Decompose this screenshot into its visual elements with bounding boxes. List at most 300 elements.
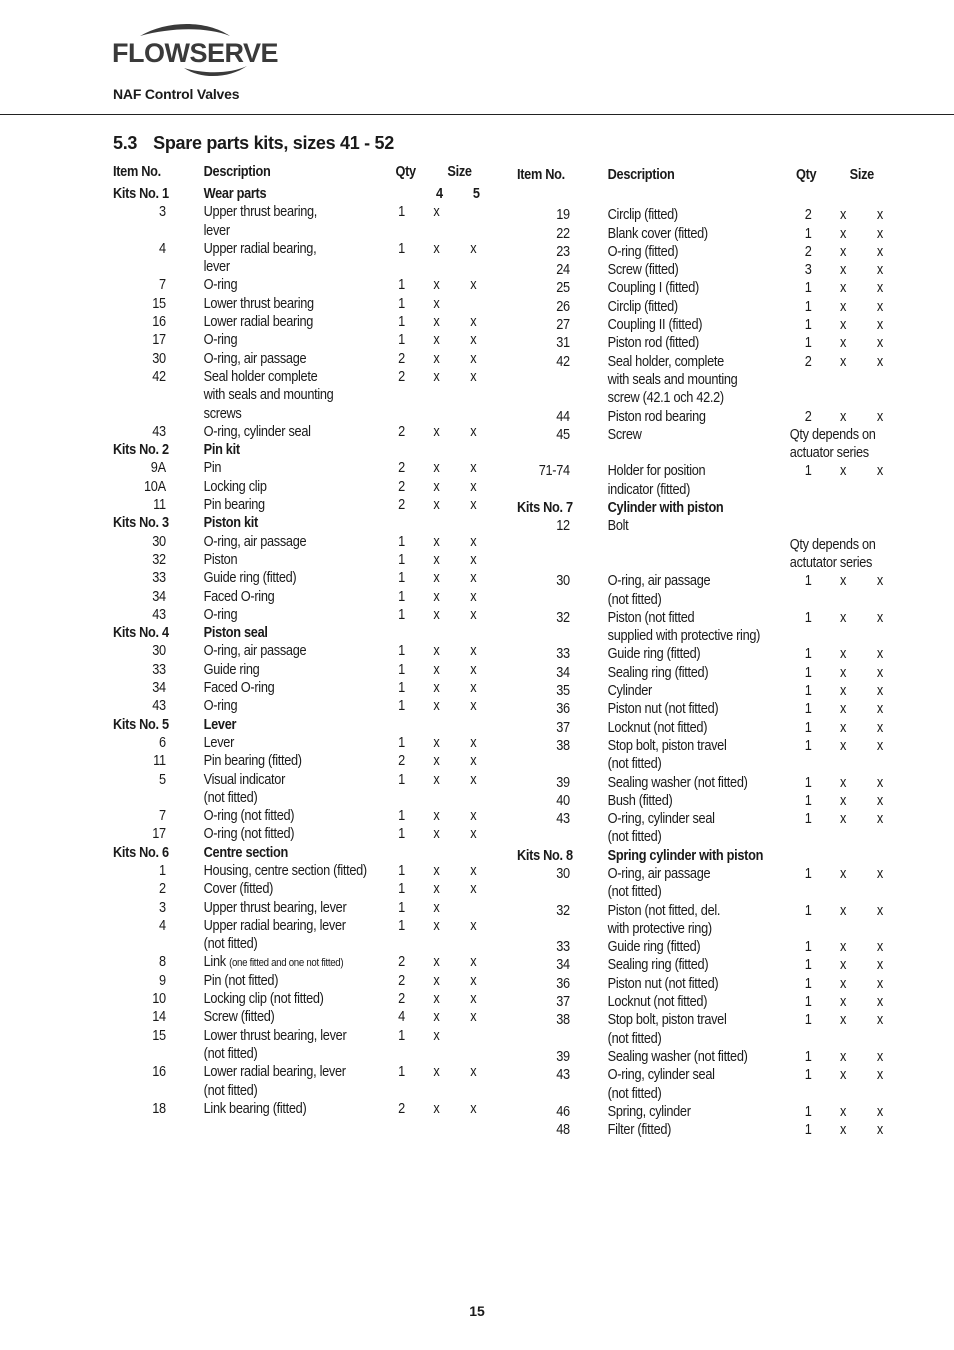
qty: 1 xyxy=(804,701,812,718)
size-5-mark: x xyxy=(470,753,477,770)
table-header xyxy=(113,164,483,186)
description xyxy=(204,241,317,257)
description-continued: supplied with protective ring) xyxy=(607,628,761,645)
description xyxy=(608,226,708,242)
item-number: 34 xyxy=(556,957,570,974)
table-row xyxy=(517,1104,887,1122)
description xyxy=(204,900,347,916)
size-5-mark: x xyxy=(470,423,477,440)
item-number: 32 xyxy=(152,551,166,568)
spare-parts-table-left xyxy=(113,164,483,1119)
description-text: Faced O-ring xyxy=(203,588,275,605)
description-text: Visual indicator xyxy=(203,771,286,788)
description xyxy=(204,680,275,696)
qty: 1 xyxy=(804,298,812,315)
description xyxy=(608,262,679,278)
table-row xyxy=(517,866,887,884)
table-row xyxy=(517,354,887,372)
description-continued: (not fitted) xyxy=(203,936,258,953)
description-text: Upper thrust bearing, lever xyxy=(203,899,347,916)
description xyxy=(608,1049,748,1065)
size-4-mark: x xyxy=(433,460,440,477)
description-text: Link xyxy=(203,954,226,971)
size-4-mark: x xyxy=(839,317,847,334)
qty: 1 xyxy=(804,1103,812,1120)
kit-number: Kits No. 1 xyxy=(113,186,169,202)
description-continued: (not fitted) xyxy=(607,884,662,901)
table-row xyxy=(113,790,483,808)
qty: 2 xyxy=(398,350,405,367)
size-5-mark: x xyxy=(470,497,477,514)
description-text: Pin (not fitted) xyxy=(203,972,279,989)
table-row xyxy=(517,1086,887,1104)
table-row xyxy=(113,643,483,661)
size-4-mark: x xyxy=(433,661,440,678)
description-text: Lower radial bearing xyxy=(203,314,314,331)
item-number: 17 xyxy=(152,332,166,349)
qty: 1 xyxy=(398,899,405,916)
description xyxy=(608,994,708,1010)
item-number: 17 xyxy=(152,826,166,843)
description xyxy=(608,207,678,223)
brand-name: FLOWSERVE xyxy=(112,38,279,68)
table-row xyxy=(113,900,483,918)
description-text: Piston nut (not fitted) xyxy=(607,975,719,992)
table-row xyxy=(517,775,887,793)
description xyxy=(608,317,703,333)
item-number: 25 xyxy=(556,280,570,297)
size-4-mark: x xyxy=(839,664,847,681)
description-text: O-ring, air passage xyxy=(203,643,307,660)
table-row xyxy=(113,223,483,241)
size-4-mark: x xyxy=(433,1100,440,1117)
description xyxy=(204,826,295,842)
description-continued: with seals and mounting xyxy=(203,387,334,404)
size-5-mark: x xyxy=(876,408,883,425)
description-text: O-ring, air passage xyxy=(607,573,711,590)
description-text: Piston (not fitted, del. xyxy=(607,902,721,919)
table-row xyxy=(517,1122,887,1140)
size-5-mark: x xyxy=(876,646,883,663)
size-5-mark: x xyxy=(876,975,883,992)
qty: 1 xyxy=(804,1048,812,1065)
description xyxy=(608,701,719,717)
section-number: 5.3 xyxy=(113,133,138,153)
description xyxy=(204,497,265,513)
qty: 1 xyxy=(398,332,405,349)
description-text: O-ring (not fitted) xyxy=(203,826,295,843)
description-continued: (not fitted) xyxy=(607,829,662,846)
qty: 1 xyxy=(804,902,812,919)
size-5-mark: x xyxy=(876,719,883,736)
item-number: 46 xyxy=(556,1103,570,1120)
table-row xyxy=(517,537,887,555)
description-continued: (not fitted) xyxy=(203,1045,258,1062)
size-4-mark: x xyxy=(839,683,847,700)
qty: 1 xyxy=(398,570,405,587)
table-row xyxy=(517,335,887,353)
qty: 1 xyxy=(804,1012,812,1029)
size-4-mark: x xyxy=(839,262,847,279)
table-row xyxy=(113,351,483,369)
description xyxy=(608,244,679,260)
size-4-mark: x xyxy=(839,280,847,297)
qty: 1 xyxy=(804,939,812,956)
kit-number: Kits No. 4 xyxy=(113,625,169,642)
description: Screw xyxy=(607,426,642,443)
kit-name: Piston kit xyxy=(203,515,258,532)
table-row xyxy=(113,973,483,991)
qty: 1 xyxy=(804,335,812,352)
table-row xyxy=(113,753,483,771)
table-row xyxy=(517,610,887,628)
description-continued: with protective ring) xyxy=(607,920,712,937)
item-number: 18 xyxy=(152,1100,166,1117)
size-4-mark: x xyxy=(839,609,847,626)
qty: 1 xyxy=(398,680,405,697)
size-5-mark: x xyxy=(470,551,477,568)
kit-row xyxy=(113,845,483,863)
size-5-mark: x xyxy=(876,811,883,828)
kit-row xyxy=(517,848,887,866)
header-qty: Qty xyxy=(395,164,416,180)
description-continued: screw (42.1 och 42.2) xyxy=(607,390,724,407)
table-row xyxy=(517,463,887,481)
item-number: 3 xyxy=(159,204,166,221)
table-row xyxy=(517,592,887,610)
table-row xyxy=(517,665,887,683)
table-row xyxy=(113,991,483,1009)
description-continued: (not fitted) xyxy=(607,591,662,608)
size-5-mark: x xyxy=(470,606,477,623)
description xyxy=(608,463,706,479)
description xyxy=(204,991,324,1007)
item-number: 43 xyxy=(556,1067,570,1084)
table-row xyxy=(113,479,483,497)
description-text: Lever xyxy=(203,734,235,751)
size-5-mark: x xyxy=(876,262,883,279)
qty: 1 xyxy=(398,606,405,623)
size-4-mark: x xyxy=(433,753,440,770)
description-text: Circlip (fitted) xyxy=(607,298,678,315)
description xyxy=(204,1028,347,1044)
table-row xyxy=(517,957,887,975)
table-row xyxy=(517,317,887,335)
description-text: Pin bearing xyxy=(203,497,265,514)
qty: 2 xyxy=(398,753,405,770)
size-5-mark: x xyxy=(876,207,883,224)
qty: 1 xyxy=(804,994,812,1011)
description xyxy=(204,1101,307,1117)
qty: 1 xyxy=(398,734,405,751)
description-continued: (not fitted) xyxy=(607,1030,662,1047)
table-row xyxy=(113,552,483,570)
size-4-mark: x xyxy=(839,243,847,260)
size-4-mark: x xyxy=(433,734,440,751)
description xyxy=(204,369,318,385)
description xyxy=(608,775,748,791)
qty-note: Qty depends on xyxy=(789,426,876,443)
description xyxy=(204,570,297,586)
header-description: Description xyxy=(607,167,675,183)
size-5-mark: x xyxy=(470,734,477,751)
kit-row xyxy=(113,717,483,735)
qty: 2 xyxy=(398,423,405,440)
qty: 1 xyxy=(398,808,405,825)
size-4-mark: x xyxy=(433,314,440,331)
qty: 1 xyxy=(804,664,812,681)
size-5-mark: x xyxy=(876,353,883,370)
item-number: 23 xyxy=(556,243,570,260)
description xyxy=(204,479,267,495)
item-number: 9 xyxy=(159,972,166,989)
item-number: 32 xyxy=(556,902,570,919)
kit-row xyxy=(113,442,483,460)
description-text: Piston nut (not fitted) xyxy=(607,701,719,718)
description-text: O-ring (fitted) xyxy=(607,243,679,260)
item-number: 30 xyxy=(556,865,570,882)
item-number: 34 xyxy=(556,664,570,681)
description-text: Circlip (fitted) xyxy=(607,207,678,224)
header-description: Description xyxy=(203,164,271,180)
table-row xyxy=(517,207,887,225)
table-row xyxy=(113,241,483,259)
table-row xyxy=(113,918,483,936)
table-row xyxy=(517,555,887,573)
item-number: 39 xyxy=(556,774,570,791)
description xyxy=(204,589,275,605)
qty: 1 xyxy=(398,533,405,550)
table-row xyxy=(113,589,483,607)
size-5-mark: x xyxy=(876,335,883,352)
size-5-mark: x xyxy=(876,957,883,974)
qty: 1 xyxy=(398,1064,405,1081)
description xyxy=(608,335,699,351)
description-continued: with seals and mounting xyxy=(607,371,738,388)
qty: 1 xyxy=(804,719,812,736)
size-4-mark: x xyxy=(433,1027,440,1044)
size-5-mark: x xyxy=(470,954,477,971)
header-size: Size xyxy=(447,164,472,180)
size-4-mark: x xyxy=(433,570,440,587)
qty: 1 xyxy=(804,609,812,626)
table-row xyxy=(113,826,483,844)
table-row xyxy=(113,332,483,350)
qty: 1 xyxy=(398,917,405,934)
spare-parts-table-right xyxy=(517,167,887,1140)
item-number: 38 xyxy=(556,1012,570,1029)
qty: 1 xyxy=(804,975,812,992)
table-row xyxy=(113,1046,483,1064)
table-row xyxy=(113,497,483,515)
description-text: Seal holder complete xyxy=(203,368,318,385)
table-row xyxy=(517,1012,887,1030)
item-number: 8 xyxy=(159,954,166,971)
description xyxy=(204,973,279,989)
size-5-mark: x xyxy=(876,792,883,809)
size-4-mark: x xyxy=(839,719,847,736)
item-number: 30 xyxy=(152,350,166,367)
qty: 1 xyxy=(398,771,405,788)
description-text: O-ring xyxy=(203,698,238,715)
description-text: Locknut (not fitted) xyxy=(607,719,708,736)
item-number: 9A xyxy=(150,460,166,477)
size-5-mark: x xyxy=(876,865,883,882)
item-number: 40 xyxy=(556,792,570,809)
header-item-no: Item No. xyxy=(517,167,565,183)
size-4-mark: x xyxy=(839,792,847,809)
size-4-mark: x xyxy=(433,588,440,605)
size-4-mark: x xyxy=(433,826,440,843)
item-number: 30 xyxy=(556,573,570,590)
description-text: Piston rod bearing xyxy=(607,408,706,425)
description xyxy=(608,939,701,955)
item-number: 6 xyxy=(159,734,166,751)
item-number: 15 xyxy=(152,295,166,312)
item-number: 16 xyxy=(152,314,166,331)
item-number: 31 xyxy=(556,335,570,352)
description xyxy=(204,351,307,367)
description-text: Locking clip xyxy=(203,478,267,495)
item-number: 7 xyxy=(159,277,166,294)
size-5-mark: x xyxy=(876,683,883,700)
qty: 2 xyxy=(398,460,405,477)
size-5-mark: x xyxy=(470,680,477,697)
size-4-mark: x xyxy=(839,335,847,352)
qty: 1 xyxy=(804,1122,812,1139)
size-4-mark: x xyxy=(433,808,440,825)
description-text: Coupling I (fitted) xyxy=(607,280,699,297)
size-4-mark: x xyxy=(433,698,440,715)
description xyxy=(608,354,724,370)
item-number: 10A xyxy=(144,478,166,495)
description-text: Seal holder, complete xyxy=(607,353,724,370)
header-qty: Qty xyxy=(795,167,817,183)
size-4-mark: x xyxy=(839,774,847,791)
size-5-mark: x xyxy=(876,902,883,919)
qty: 2 xyxy=(804,408,812,425)
size-5-mark: x xyxy=(470,588,477,605)
item-number: 5 xyxy=(159,771,166,788)
flowserve-logo xyxy=(112,22,279,82)
item-number: 4 xyxy=(159,240,166,257)
item-number: 48 xyxy=(556,1122,570,1139)
size-4-mark: x xyxy=(433,533,440,550)
table-row xyxy=(113,881,483,899)
table-row xyxy=(113,698,483,716)
qty: 1 xyxy=(804,280,812,297)
size-col-4: 4 xyxy=(435,186,443,202)
size-5-mark: x xyxy=(876,1067,883,1084)
size-5-mark: x xyxy=(470,533,477,550)
table-row xyxy=(113,296,483,314)
qty: 2 xyxy=(398,972,405,989)
description-text: Stop bolt, piston travel xyxy=(607,1012,727,1029)
description xyxy=(608,665,709,681)
item-number: 33 xyxy=(556,646,570,663)
size-5-mark: x xyxy=(470,881,477,898)
size-4-mark: x xyxy=(433,478,440,495)
table-row xyxy=(113,936,483,954)
size-4-mark: x xyxy=(839,701,847,718)
kit-number: Kits No. 8 xyxy=(517,847,573,864)
item-number: 2 xyxy=(159,881,166,898)
size-5-mark: x xyxy=(876,1103,883,1120)
table-row xyxy=(113,259,483,277)
description-text: Blank cover (fitted) xyxy=(607,225,708,242)
item-number: 14 xyxy=(152,1009,166,1026)
qty: 1 xyxy=(398,240,405,257)
description-text: Locknut (not fitted) xyxy=(607,994,708,1011)
table-row xyxy=(517,573,887,591)
qty: 1 xyxy=(804,646,812,663)
item-number: 3 xyxy=(159,899,166,916)
description-text: Screw (fitted) xyxy=(203,1009,275,1026)
item-number: 15 xyxy=(152,1027,166,1044)
description-text: O-ring xyxy=(203,606,238,623)
description xyxy=(608,957,709,973)
item-number: 26 xyxy=(556,298,570,315)
size-5-mark: x xyxy=(876,298,883,315)
item-number: 36 xyxy=(556,975,570,992)
size-5-mark: x xyxy=(876,463,883,480)
description xyxy=(608,573,711,589)
size-4-mark: x xyxy=(839,939,847,956)
qty: 1 xyxy=(804,573,812,590)
table-row xyxy=(517,646,887,664)
description xyxy=(204,643,307,659)
description xyxy=(608,518,629,534)
item-number: 32 xyxy=(556,609,570,626)
size-4-mark: x xyxy=(433,332,440,349)
qty: 1 xyxy=(804,463,812,480)
description-continued: (not fitted) xyxy=(607,756,662,773)
table-row xyxy=(517,427,887,445)
description-text: O-ring, cylinder seal xyxy=(607,1067,715,1084)
table-body-left xyxy=(113,186,483,1119)
table-row xyxy=(113,607,483,625)
kit-number: Kits No. 5 xyxy=(113,716,169,733)
description xyxy=(608,1104,691,1120)
description xyxy=(608,683,652,699)
description-text: Guide ring xyxy=(203,661,260,678)
description-continued: screws xyxy=(203,405,242,422)
size-4-mark: x xyxy=(839,811,847,828)
description xyxy=(204,314,313,330)
table-row xyxy=(517,299,887,317)
qty: 1 xyxy=(804,737,812,754)
description-text: Locking clip (not fitted) xyxy=(203,991,324,1008)
size-4-mark: x xyxy=(839,1103,847,1120)
description-text: Faced O-ring xyxy=(203,680,275,697)
size-5-mark: x xyxy=(876,225,883,242)
description-text: Lower thrust bearing xyxy=(203,295,314,312)
item-number: 12 xyxy=(556,518,570,535)
size-5-mark: x xyxy=(470,991,477,1008)
kit-row xyxy=(517,500,887,518)
size-4-mark: x xyxy=(839,298,847,315)
table-row xyxy=(113,460,483,478)
description-text: Lower thrust bearing, lever xyxy=(203,1027,347,1044)
size-4-mark: x xyxy=(433,917,440,934)
description-text: O-ring, cylinder seal xyxy=(203,423,311,440)
item-number: 24 xyxy=(556,262,570,279)
description xyxy=(204,552,238,568)
item-number: 30 xyxy=(152,643,166,660)
size-5-mark: x xyxy=(876,609,883,626)
size-4-mark: x xyxy=(839,1012,847,1029)
size-5-mark: x xyxy=(470,332,477,349)
